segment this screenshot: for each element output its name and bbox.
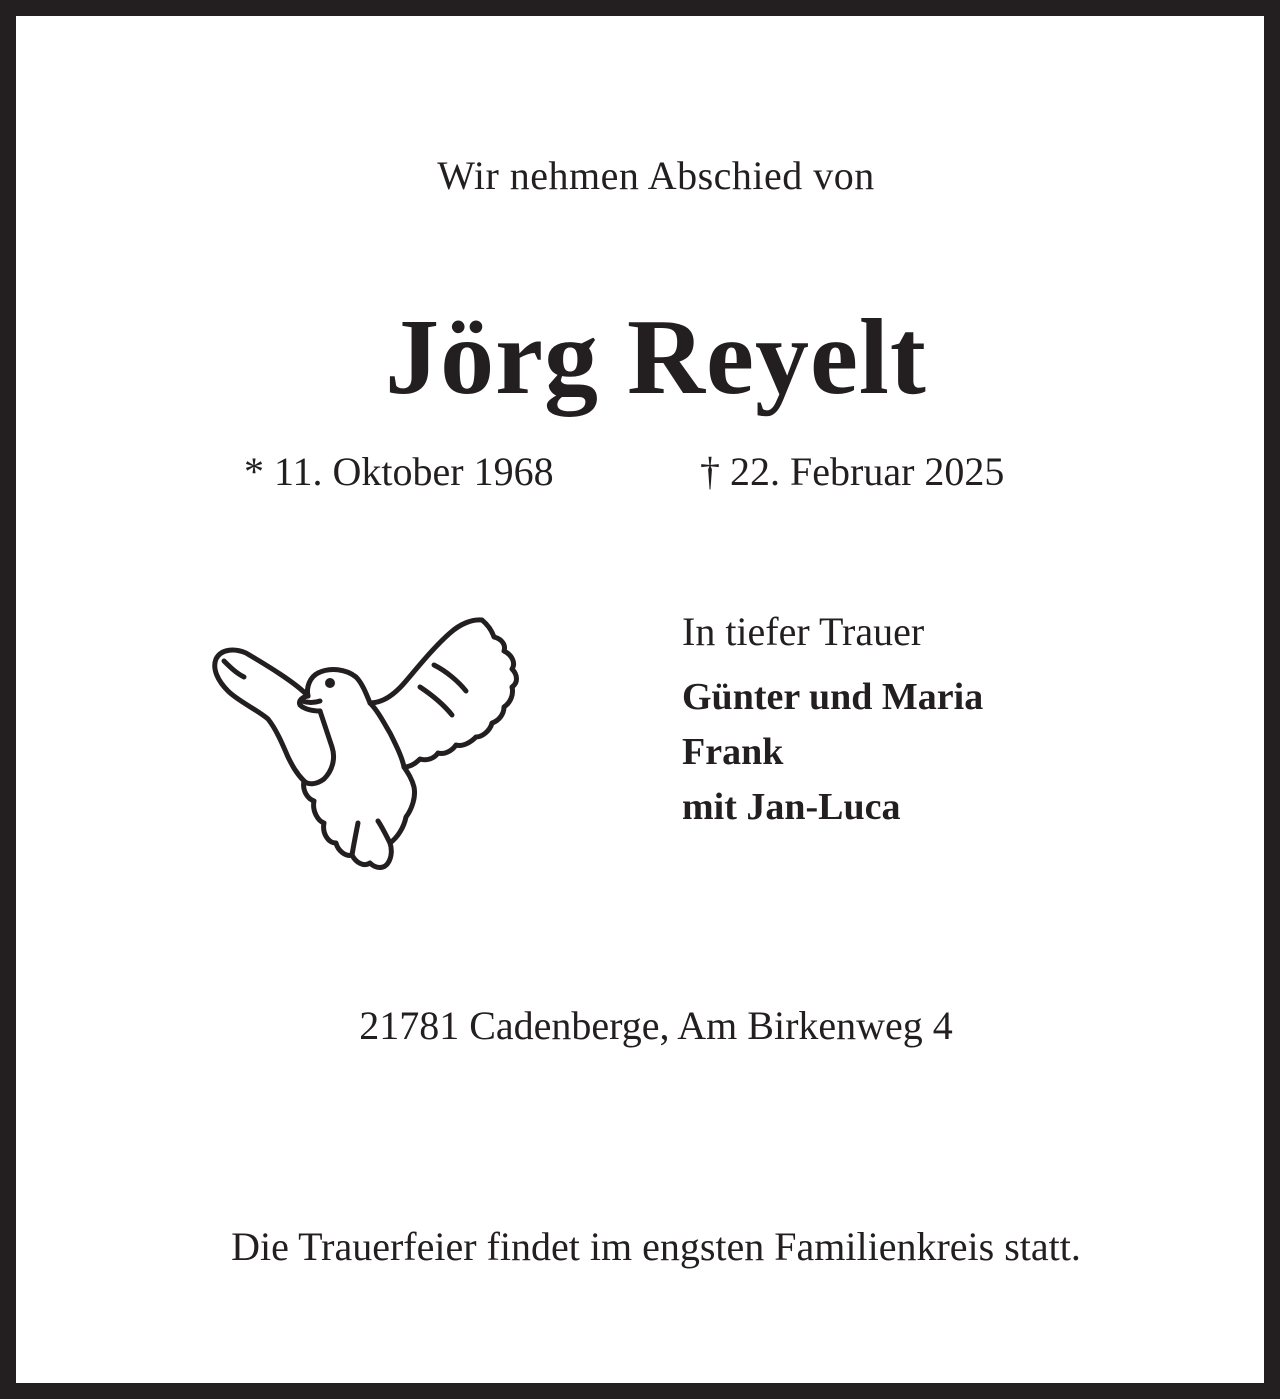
intro-text: Wir nehmen Abschied von	[437, 153, 875, 198]
address-text: 21781 Cadenberge, Am Birkenweg 4	[359, 1003, 953, 1048]
dove-icon	[206, 611, 531, 876]
mourner-name: Frank	[682, 731, 784, 773]
birth-date: * 11. Oktober 1968	[244, 449, 554, 494]
ceremony-note: Die Trauerfeier findet im engsten Familienkreis statt.	[231, 1224, 1081, 1269]
deceased-name: Jörg Reyelt	[385, 298, 927, 417]
mourner-name: mit Jan-Luca	[682, 786, 901, 828]
mourners-block	[682, 608, 1202, 835]
mourner-name: Günter und Maria	[682, 676, 984, 718]
death-date: † 22. Februar 2025	[700, 449, 1005, 494]
mourning-line: In tiefer Trauer	[682, 609, 925, 654]
